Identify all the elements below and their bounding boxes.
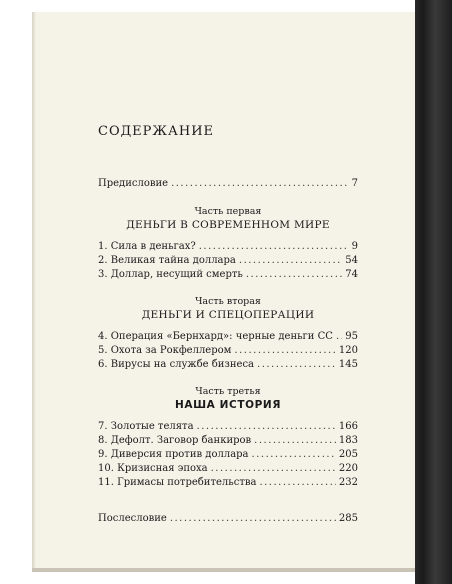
entry-label: 3. Доллар, несущий смерть [98, 269, 243, 280]
entry-label: Предисловие [98, 178, 169, 189]
toc-entry-chapter-2[interactable] [98, 254, 358, 268]
entry-label: 6. Вирусы на службе бизнеса [98, 359, 255, 370]
toc-part-2 [98, 296, 358, 372]
entry-page-number: 54 [345, 255, 358, 266]
part-title: ДЕНЬГИ И СПЕЦОПЕРАЦИИ [141, 309, 315, 321]
part-label: Часть третья [195, 386, 261, 397]
entry-label: 1. Сила в деньгах? [98, 241, 196, 252]
entry-page-number: 95 [345, 331, 358, 342]
dot-leader [257, 358, 336, 372]
dot-leader [259, 476, 335, 490]
entry-label: 10. Кризисная эпоха [98, 463, 208, 474]
part-label: Часть вторая [195, 296, 261, 307]
entry-label: 8. Дефолт. Заговор банкиров [98, 435, 252, 446]
dot-leader [239, 254, 342, 268]
dot-leader [234, 344, 335, 358]
toc-entry-chapter-11[interactable] [98, 476, 358, 490]
dot-leader [197, 420, 336, 434]
entry-label: 11. Гримасы потребительства [98, 477, 257, 488]
entry-page-number: 120 [338, 345, 358, 356]
entry-page-number: 232 [338, 477, 358, 488]
page-gutter-shadow [32, 12, 36, 572]
entry-label: Послесловие [98, 513, 167, 524]
part-title: ДЕНЬГИ В СОВРЕМЕННОМ МИРЕ [126, 219, 330, 231]
entry-page-number: 205 [338, 449, 358, 460]
dot-leader [252, 448, 336, 462]
toc-entry-afterword[interactable] [98, 512, 358, 526]
toc-entry-chapter-8[interactable] [98, 434, 358, 448]
toc-entry-chapter-6[interactable] [98, 358, 358, 372]
dot-leader [336, 330, 342, 344]
entry-label: 7. Золотые телята [98, 421, 194, 432]
entry-page-number: 220 [338, 463, 358, 474]
dot-leader [170, 512, 336, 526]
toc-entry-chapter-5[interactable] [98, 344, 358, 358]
toc-title: СОДЕРЖАНИЕ [98, 124, 215, 139]
entry-page-number: 166 [338, 421, 358, 432]
page-bottom-edge [32, 568, 422, 572]
entry-page-number: 9 [351, 241, 358, 252]
part-label: Часть первая [194, 206, 262, 217]
dot-leader [246, 268, 342, 282]
book-spine-edge [415, 0, 452, 584]
entry-label: 4. Операция «Бернхард»: черные деньги СС [98, 331, 333, 342]
entry-page-number: 285 [338, 513, 358, 524]
toc-part-3 [98, 386, 358, 490]
table-of-contents [98, 124, 358, 526]
toc-entry-chapter-4[interactable] [98, 330, 358, 344]
entry-page-number: 183 [338, 435, 358, 446]
toc-entry-chapter-9[interactable] [98, 448, 358, 462]
dot-leader [171, 177, 349, 191]
dot-leader [199, 240, 349, 254]
entry-label: 5. Охота за Рокфеллером [98, 345, 232, 356]
toc-entry-chapter-10[interactable] [98, 462, 358, 476]
toc-entry-chapter-7[interactable] [98, 420, 358, 434]
entry-label: 2. Великая тайна доллара [98, 255, 236, 266]
toc-entry-preface[interactable] [98, 177, 358, 191]
entry-page-number: 145 [338, 359, 358, 370]
part-title: НАША ИСТОРИЯ [174, 399, 282, 411]
dot-leader [254, 434, 336, 448]
dot-leader [211, 462, 336, 476]
entry-label: 9. Диверсия против доллара [98, 449, 249, 460]
toc-entry-chapter-1[interactable] [98, 240, 358, 254]
entry-page-number: 7 [351, 178, 358, 189]
entry-page-number: 74 [345, 269, 358, 280]
toc-part-1 [98, 206, 358, 282]
toc-entry-chapter-3[interactable] [98, 268, 358, 282]
